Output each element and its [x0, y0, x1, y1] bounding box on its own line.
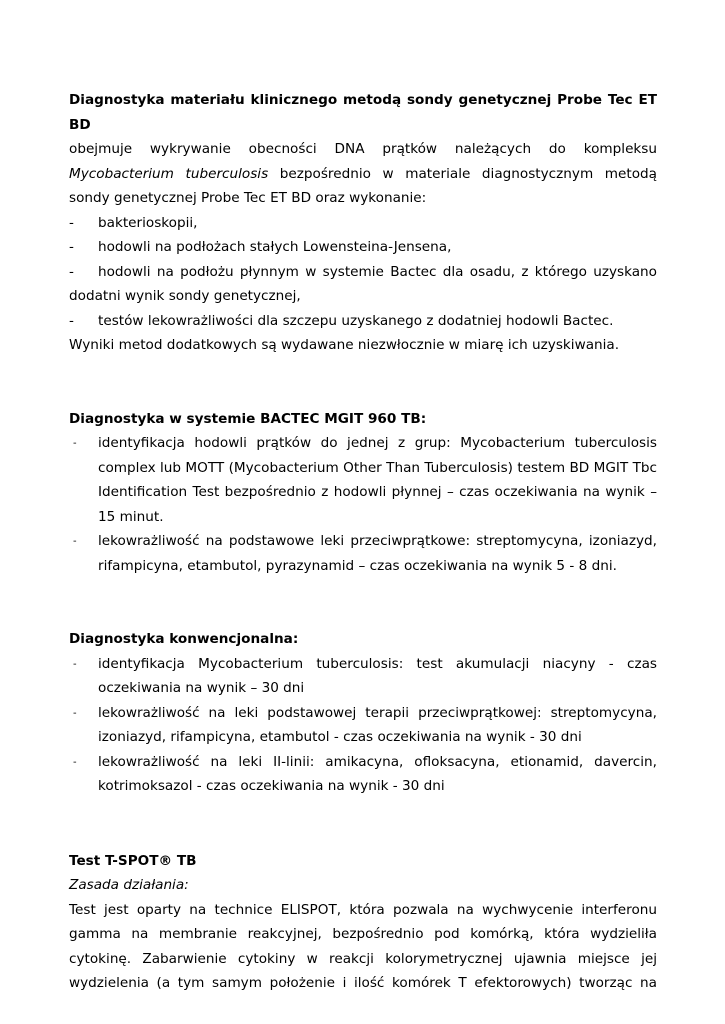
section1-line: sondy genetycznej Probe Tec ET BD oraz wykonanie: [69, 190, 427, 206]
list-item: - identyfikacja hodowli prątków do jednej z grup: Mycobacterium tuberculosis complex lub MOTT (Mycobacterium Other Than Tuberculosis) testem BD MGIT Tbc Identification Test bezpośrednio z hodowli płynnej – czas oczekiwania na wynik – 15 minut. [73, 435, 657, 525]
section1-line-rest: bezpośrednio w materiale diagnostycznym metodą [268, 165, 658, 182]
list-item: - testów lekowrażliwości dla szczepu uzyskanego z dodatniej hodowli Bactec. [69, 312, 614, 329]
section1-heading: Diagnostyka materiału klinicznego metodą sondy genetycznej Probe Tec ET BD [69, 92, 657, 133]
section4-line: cytokinę. Zabarwienie cytokiny w reakcji kolorymetrycznej ujawnia miejsce jej [69, 950, 657, 967]
section2-heading: Diagnostyka w systemie BACTEC MGIT 960 TB: [69, 410, 427, 427]
section4-line: gamma na membranie reakcyjnej, bezpośrednio pod komórką, która wydzieliła [69, 926, 657, 942]
section4-line: Test jest oparty na technice ELISPOT, która pozwala na wychwycenie interferonu [69, 901, 657, 918]
list-item-continuation: dodatni wynik sondy genetycznej, [69, 288, 301, 304]
section1-line: obejmuje wykrywanie obecności DNA prątków należących do kompleksu [69, 141, 657, 157]
document-page [69, 88, 657, 996]
section3-heading: Diagnostyka konwencjonalna: [69, 631, 299, 647]
section4-line: wydzielenia (a tym samym położenie i ilość komórek T efektorowych) tworząc na [69, 975, 657, 991]
list-item: - identyfikacja Mycobacterium tuberculosis: test akumulacji niacyny - czas oczekiwania na wynik – 30 dni [73, 655, 657, 696]
list-item: - lekowrażliwość na leki II-linii: amikacyna, ofloksacyna, etionamid, davercin, kotrimoksazol - czas oczekiwania na wynik - 30 dni [73, 753, 657, 794]
section1-closing: Wyniki metod dodatkowych są wydawane niezwłocznie w miarę ich uzyskiwania. [69, 337, 620, 353]
list-item: - lekowrażliwość na podstawowe leki przeciwprątkowe: streptomycyna, izoniazyd, rifampicyna, etambutol, pyrazynamid – czas oczekiwania na wynik 5 - 8 dni. [73, 533, 657, 574]
list-item: - hodowli na podłożach stałych Lowensteina-Jensena, [69, 239, 452, 255]
list-item: - hodowli na podłożu płynnym w systemie Bactec dla osadu, z którego uzyskano [69, 263, 657, 280]
section4-heading: Test T-SPOT® TB [69, 852, 197, 869]
list-item: - lekowrażliwość na leki podstawowej terapii przeciwprątkowej: streptomycyna, izoniazyd, rifampicyna, etambutol - czas oczekiwania na wynik - 30 dni [73, 704, 657, 745]
section4-subheading: Zasada działania: [69, 877, 189, 893]
section1-line [69, 162, 657, 187]
species-name: Mycobacterium tuberculosis [69, 165, 269, 182]
list-item: - bakterioskopii, [69, 214, 198, 231]
